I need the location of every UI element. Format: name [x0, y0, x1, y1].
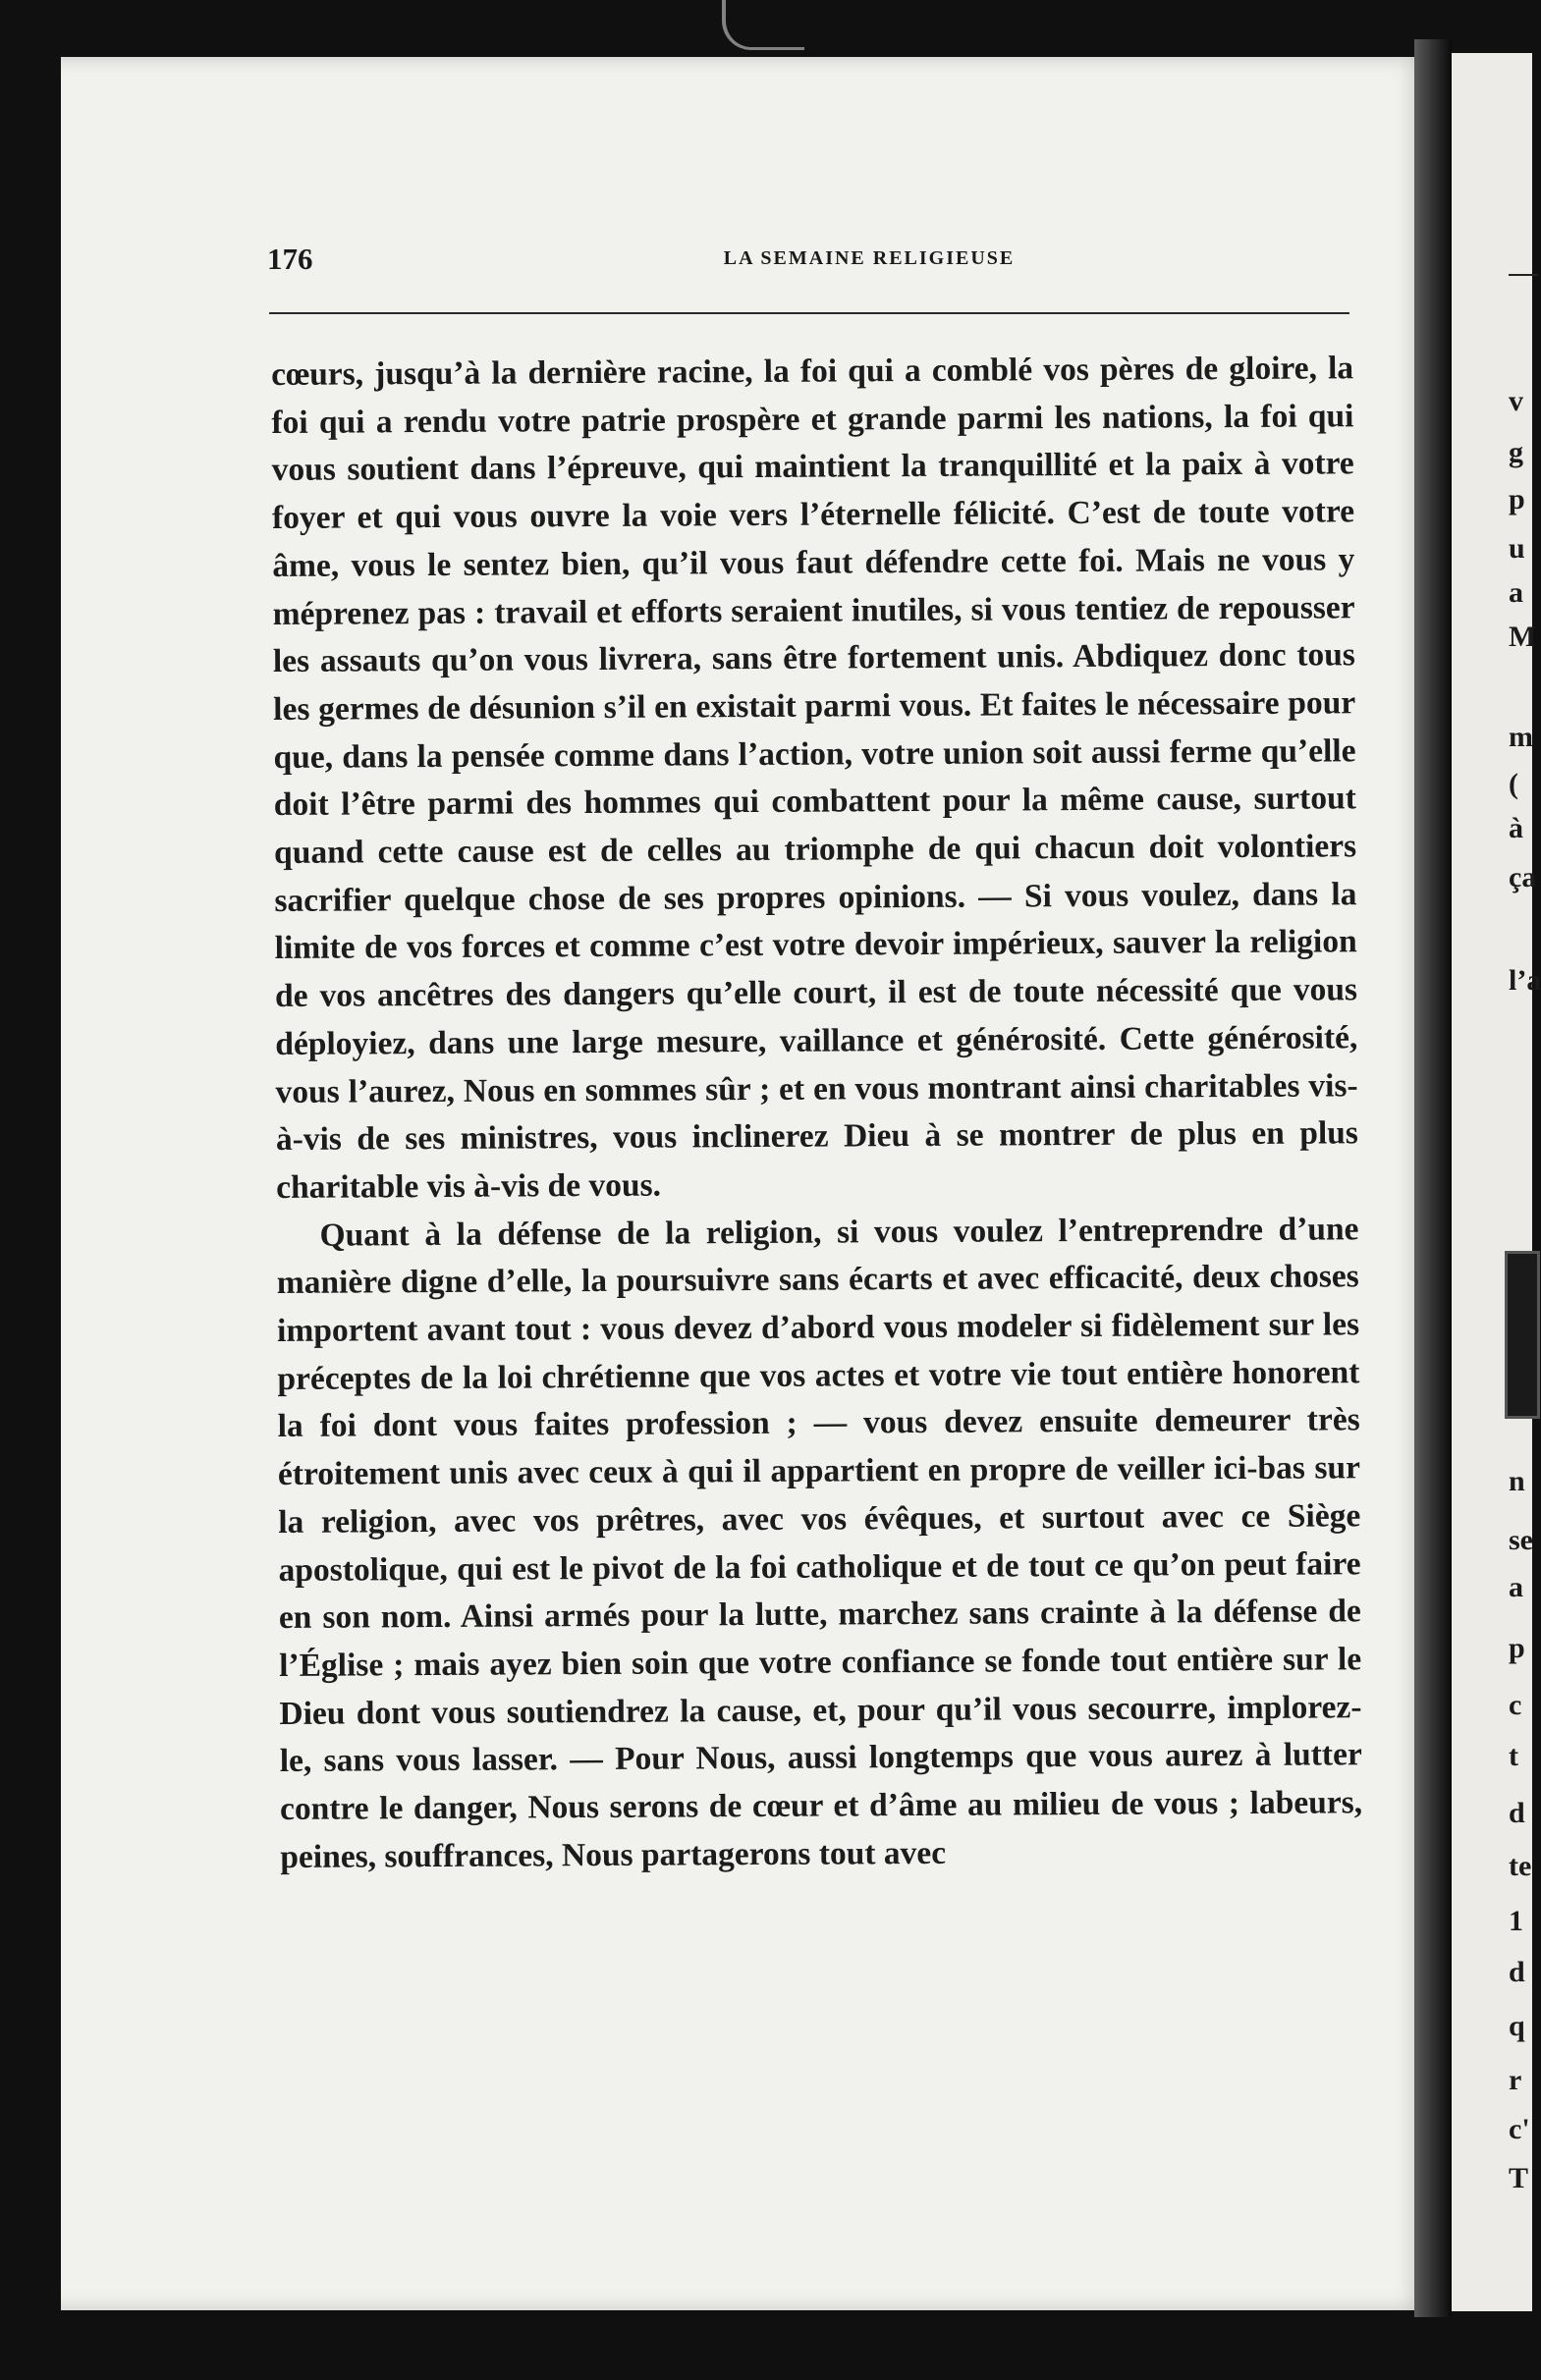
facing-page-fragment: ça	[1509, 861, 1537, 893]
paragraph: Quant à la défense de la religion, si vous voulez l’entreprendre d’une manière digne d’elle, la poursuivre sans écarts et avec efficacité, deux choses importent avant tout : vous devez d’abord vous modeler si fidèlement sur les préceptes de la loi chrétienne que vos actes et votre vie tout entière honorent la foi dont vous faites profession ; — vous devez ensuite demeurer très étroitement unis avec ceux à qui il appartient en propre de veiller ici-bas sur la religion, avec vos prêtres, avec vos évêques, et surtout avec ce Siège apostolique, qui est le pivot de la foi catholique et de tout ce qu’on peut faire en son nom. Ainsi armés pour la lutte, marchez sans crainte à la défense de l’Église ; mais ayez bien soin que votre confiance se fonde tout entière sur le Dieu dont vous soutiendrez la cause, et, pour qu’il vous secourre, implorez-le, sans vous lasser. — Pour Nous, aussi longtemps que vous aurez à lutter contre le danger, Nous serons de cœur et d’âme au milieu de vous ; labeurs, peines, souffrances, Nous partagerons tout avec	[276, 1210, 1363, 1875]
page-number: 176	[267, 242, 313, 276]
facing-page-fragment: d	[1509, 1956, 1525, 1988]
facing-page-fragment: p	[1509, 1632, 1525, 1664]
facing-page-rule	[1509, 274, 1538, 276]
facing-page-fragment: a	[1509, 1571, 1523, 1603]
facing-page-fragment: v	[1509, 385, 1523, 417]
paragraph: cœurs, jusqu’à la dernière racine, la foi qui a comblé vos pères de gloire, la foi qui a rendu votre patrie prospère et grande parmi les nations, la foi qui vous soutient dans l’épreuve, qui maintient la tranquillité et la paix à votre foyer et qui vous ouvre la voie vers l’éternelle félicité. C’est de toute votre âme, vous le sentez bien, qu’il vous faut défendre cette foi. Mais ne vous y méprenez pas : travail et efforts seraient inutiles, si vous tentiez de repousser les assauts qu’on vous livrera, sans être fortement unis. Abdiquez donc tous les germes de désunion s’il en existait parmi vous. Et faites le nécessaire pour que, dans la pensée comme dans l’action, votre union soit aussi ferme qu’elle doit l’être parmi des hommes qui combattent pour la même cause, surtout quand cette cause est de celles au triomphe de qui chacun doit volontiers sacrifier quelque chose de ses propres opinions. — Si vous voulez, dans la limite de vos forces et comme c’est votre devoir impérieux, sauver la religion de vos ancêtres des dangers qu’elle court, il est de toute nécessité que vous déployiez, dans une large mesure, vaillance et générosité. Cette générosité, vous l’aurez, Nous en sommes sûr ; et en vous montrant ainsi charitables vis-à-vis de ses ministres, vous inclinerez Dieu à se montrer de plus en plus charitable vis à-vis de vous.	[271, 350, 1358, 1206]
facing-page-fragment: q	[1509, 2010, 1525, 2042]
facing-page-fragment: T	[1509, 2162, 1529, 2194]
facing-page-fragment: r	[1509, 2064, 1522, 2096]
facing-page-fragment: c'	[1509, 2113, 1530, 2145]
facing-page-fragment: g	[1509, 436, 1523, 468]
facing-page-fragment: n	[1509, 1465, 1525, 1497]
facing-page-fragment: M	[1509, 621, 1537, 653]
book-spine-shadow	[1414, 39, 1452, 2317]
facing-page-ornament	[1505, 1251, 1540, 1419]
facing-page-fragment: t	[1509, 1740, 1518, 1772]
facing-page-fragment: (	[1509, 768, 1518, 800]
scan-edge-mark	[722, 0, 804, 50]
facing-page-fragment: u	[1509, 532, 1525, 565]
facing-page-edge	[1452, 53, 1541, 2311]
facing-page-fragment: à	[1509, 812, 1523, 844]
running-head	[267, 242, 1353, 281]
facing-page-fragment: te	[1509, 1850, 1532, 1882]
facing-page-fragment: a	[1509, 576, 1523, 609]
facing-page-fragment: l’a	[1509, 964, 1541, 997]
facing-page-fragment: se	[1509, 1524, 1533, 1556]
header-rule	[269, 312, 1349, 314]
facing-page-fragment: m	[1509, 721, 1533, 753]
running-title: LA SEMAINE RELIGIEUSE	[723, 247, 1016, 269]
facing-page-fragment: p	[1509, 483, 1525, 515]
facing-page-fragment: c	[1509, 1689, 1522, 1721]
body-text	[271, 345, 1362, 1881]
facing-page-fragment: 1	[1509, 1905, 1523, 1937]
facing-page-fragment: d	[1509, 1797, 1525, 1829]
